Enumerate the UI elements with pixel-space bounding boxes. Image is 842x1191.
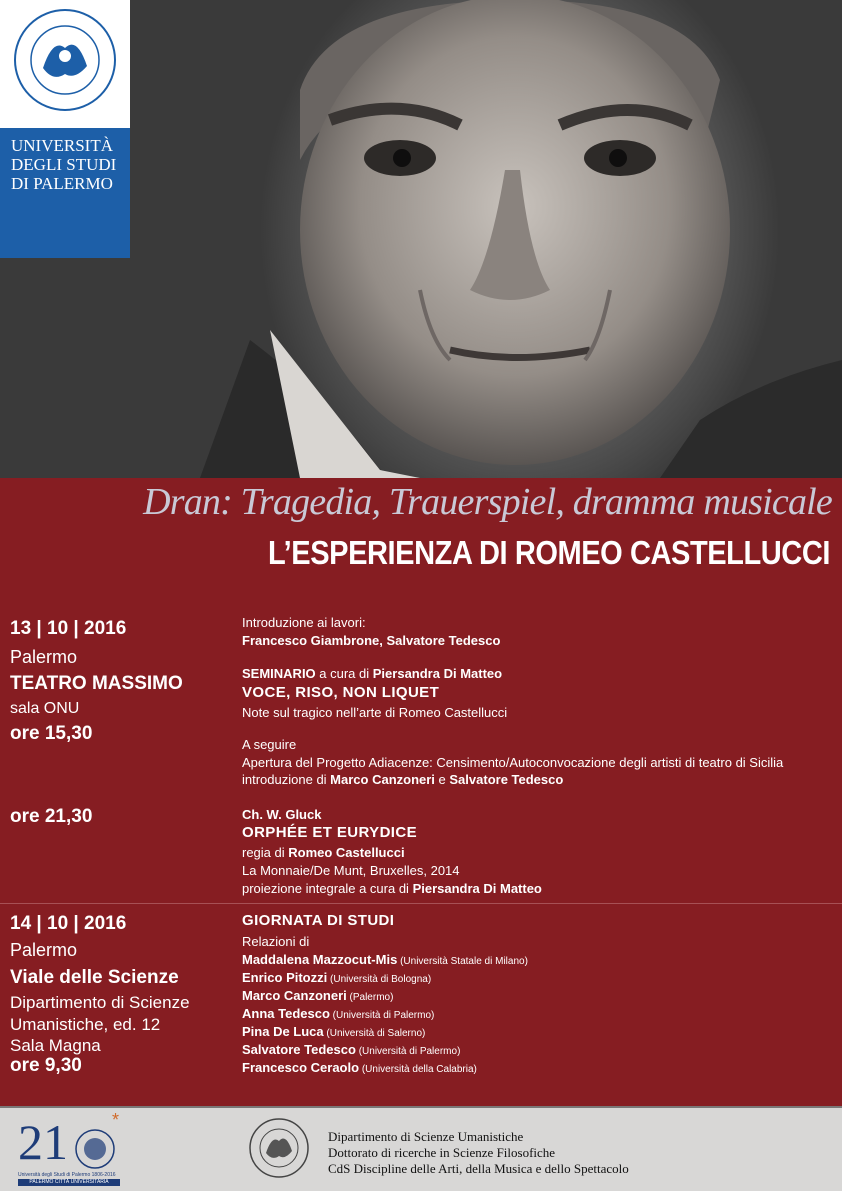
anniversary-star: * — [112, 1110, 120, 1130]
day2-venue: Viale delle Scienze — [10, 967, 179, 988]
day2-room: Sala Magna — [10, 1036, 101, 1055]
seminar-cura: a cura di — [315, 666, 373, 681]
day-separator — [0, 903, 842, 904]
adiacenze-text: Apertura del Progetto Adiacenze: Censimento/Autoconvocazione degli artisti di teatro di Sicilia — [242, 755, 784, 770]
footer-line-3: CdS Discipline delle Arti, della Musica e dello Spettacolo — [328, 1161, 629, 1176]
speaker-affiliation: (Università Statale di Milano) — [397, 956, 528, 967]
day1-time: ore 15,30 — [10, 723, 93, 744]
seminar-name: Piersandra Di Matteo — [372, 666, 503, 681]
footer-line-1: Dipartimento di Scienze Umanistiche — [328, 1129, 524, 1144]
day1-venue: TEATRO MASSIMO — [10, 673, 183, 694]
seminar-subtitle: Note sul tragico nell’arte di Romeo Castellucci — [242, 705, 508, 720]
university-line-3: DI PALERMO — [11, 174, 113, 193]
event-subtitle: Dran: Tragedia, Trauerspiel, dramma musicale — [143, 481, 832, 523]
speaker-name: Enrico Pitozzi — [242, 970, 328, 985]
footer-line-2: Dottorato di ricerche in Scienze Filosofiche — [328, 1145, 556, 1160]
regia-line — [242, 844, 405, 861]
speaker-item — [242, 1041, 460, 1060]
speaker-affiliation: (Università di Salerno) — [323, 1028, 426, 1039]
speaker-affiliation: (Palermo) — [346, 992, 394, 1003]
day2-dept-1: Dipartimento di Scienze — [10, 993, 190, 1012]
day2-dept-2: Umanistiche, ed. 12 — [10, 1015, 161, 1034]
regia-name: Romeo Castellucci — [288, 845, 405, 860]
intro-label: Introduzione ai lavori: — [242, 615, 366, 630]
intro-names: Francesco Giambrone, Salvatore Tedesco — [242, 633, 501, 648]
speaker-item — [242, 969, 431, 988]
footer-organizers — [328, 1129, 629, 1177]
speaker-affiliation: (Università della Calabria) — [359, 1064, 477, 1075]
day2-date: 14 | 10 | 2016 — [10, 913, 127, 934]
intro-di: introduzione di — [242, 772, 331, 787]
speaker-item — [242, 951, 528, 970]
day1-evening-time: ore 21,30 — [10, 806, 93, 827]
seminar-title-wrap — [242, 684, 439, 701]
regia-label: regia di — [242, 845, 289, 860]
proiezione-name: Piersandra Di Matteo — [412, 881, 542, 896]
university-line-1: UNIVERSITÀ — [11, 136, 113, 155]
intro-name-a: Marco Canzoneri — [330, 772, 435, 787]
opera-title: ORPHÉE ET EURYDICE — [242, 824, 418, 841]
speaker-affiliation: (Università di Palermo) — [329, 1010, 435, 1021]
speaker-item — [242, 1005, 434, 1024]
speaker-item — [242, 1023, 425, 1042]
speaker-name: Marco Canzoneri — [242, 988, 347, 1003]
anniversary-seal-icon — [74, 1128, 116, 1170]
intro-and: e — [434, 772, 450, 787]
university-logo — [0, 0, 130, 258]
adiacenze-intro — [242, 771, 563, 788]
seminar-label: SEMINARIO — [242, 666, 316, 681]
event-title: L’ESPERIENZA DI ROMEO CASTELLUCCI — [267, 534, 830, 571]
department-seal-icon — [248, 1117, 310, 1179]
seminar-line — [242, 665, 502, 682]
anniversary-number: 21 — [18, 1114, 68, 1170]
speaker-affiliation: (Università di Bologna) — [327, 974, 432, 985]
day1-date: 13 | 10 | 2016 — [10, 618, 127, 639]
day1-city: Palermo — [10, 647, 78, 667]
speaker-name: Francesco Ceraolo — [242, 1060, 360, 1075]
day2-time: ore 9,30 — [10, 1055, 82, 1076]
day2-city: Palermo — [10, 940, 78, 960]
university-seal-icon — [13, 8, 117, 112]
university-line-2: DEGLI STUDI — [11, 155, 117, 174]
speaker-name: Pina De Luca — [242, 1024, 324, 1039]
speaker-affiliation: (Università di Palermo) — [355, 1046, 461, 1057]
opera-title-wrap — [242, 824, 417, 841]
study-day-heading-wrap — [242, 912, 394, 929]
anniversary-band: PALERMO CITTÀ UNIVERSITARIA — [18, 1179, 120, 1186]
speaker-name: Maddalena Mazzocut-Mis — [242, 952, 398, 967]
composer: Ch. W. Gluck — [242, 807, 322, 822]
seguire-label: A seguire — [242, 737, 297, 752]
speaker-name: Anna Tedesco — [242, 1006, 330, 1021]
relazioni-label: Relazioni di — [242, 934, 310, 949]
intro-name-b: Salvatore Tedesco — [449, 772, 564, 787]
speaker-item — [242, 987, 393, 1006]
day1-room: sala ONU — [10, 700, 80, 717]
speaker-item — [242, 1059, 477, 1078]
seminar-title: VOCE, RISO, NON LIQUET — [242, 684, 440, 701]
production: La Monnaie/De Munt, Bruxelles, 2014 — [242, 863, 460, 878]
proiezione-label: proiezione integrale a cura di — [242, 881, 413, 896]
study-day-heading: GIORNATA DI STUDI — [242, 912, 395, 929]
university-name — [11, 136, 116, 193]
speaker-name: Salvatore Tedesco — [242, 1042, 356, 1057]
proiezione-line — [242, 880, 542, 897]
anniversary-caption: Università degli Studi di Palermo 1806-2016 — [18, 1172, 116, 1178]
